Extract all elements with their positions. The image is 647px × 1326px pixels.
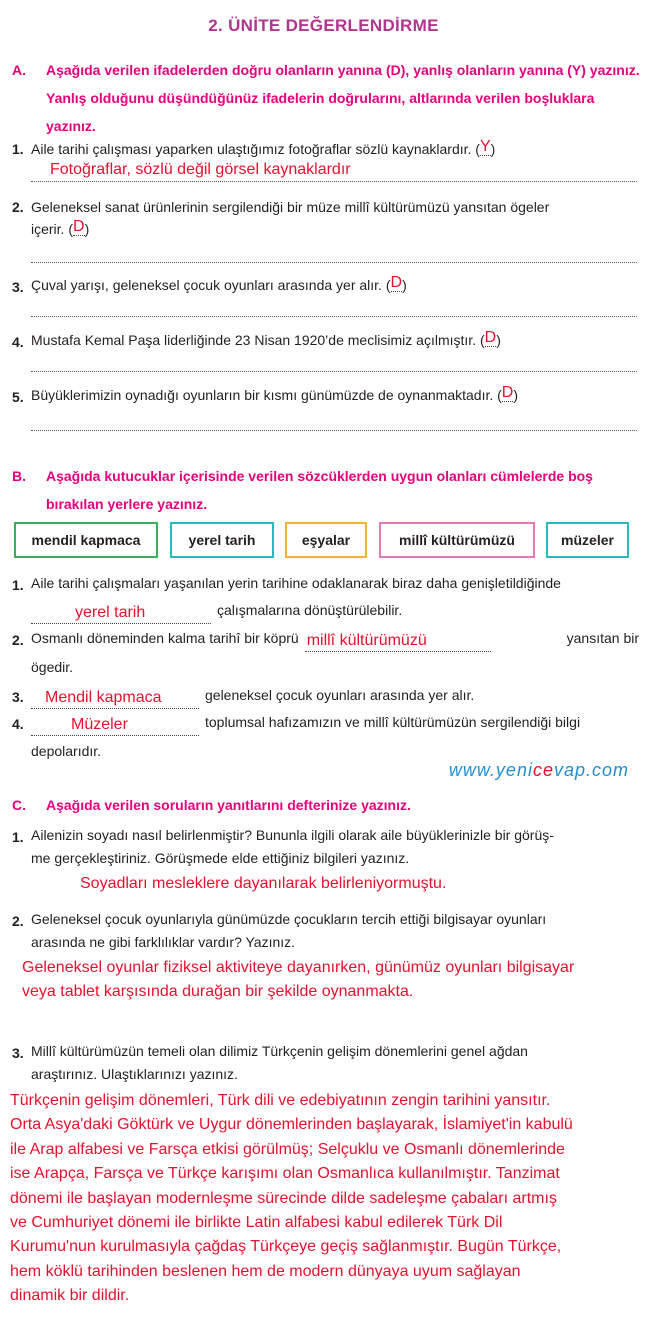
a-item-mark: D <box>73 218 85 235</box>
watermark-text: ce <box>532 760 554 780</box>
a-item-text: içerir. ( <box>31 221 73 237</box>
a-item-close: ) <box>84 221 90 237</box>
word-box: müzeler <box>546 522 629 558</box>
a-item-4 <box>31 327 501 354</box>
a-item-number: 3. <box>12 279 24 295</box>
c-item-text: me gerçekleştiriniz. Görüşmede elde ettiğiniz bilgileri yazınız. <box>31 850 410 866</box>
c-answer: Soyadları mesleklere dayanılarak belirleniyormuştu. <box>80 875 447 892</box>
a-item-number: 2. <box>12 199 24 215</box>
a-item-number: 1. <box>12 141 24 157</box>
blank-answer: millî kültürümüzü <box>306 632 427 649</box>
section-b-letter: B. <box>12 468 26 484</box>
b-item-text: ögedir. <box>31 659 74 675</box>
section-c-instruction: Aşağıda verilen soruların yanıtlarını defterinize yazınız. <box>46 797 411 813</box>
c-item-number: 3. <box>12 1045 24 1061</box>
c-item-text: Geleneksel çocuk oyunlarıyla günümüzde çocukların tercih ettiği bilgisayar oyunları <box>31 911 547 927</box>
answer-line-text: dinamik bir dildir. <box>10 1287 130 1305</box>
word-box: eşyalar <box>285 522 367 558</box>
blank-line[interactable] <box>31 690 199 709</box>
b-item-number: 2. <box>12 632 24 648</box>
page-title: 2. ÜNİTE DEĞERLENDİRME <box>208 16 439 35</box>
answer-line-text: Orta Asya'daki Göktürk ve Uygur dönemlerinden başlayarak, İslamiyet'in kabulü <box>10 1116 573 1134</box>
answer-line-text: ise Arapça, Farsça ve Türkçe karışımı olan Osmanlıca kullanılmıştır. Tanzimat <box>10 1165 560 1183</box>
c-answer-paragraph <box>10 1089 642 1309</box>
answer-line-text: Türkçenin gelişim dönemleri, Türk dili ve edebiyatının zengin tarihini yansıtır. <box>10 1092 551 1109</box>
section-a-letter: A. <box>12 62 26 78</box>
a-item-text: Aile tarihi çalışması yaparken ulaştığımız fotoğraflar sözlü kaynaklardır. ( <box>31 141 480 157</box>
answer-line-text: ve Cumhuriyet dönemi ile birlikte Latin alfabesi kabul edilerek Türk Dil <box>10 1214 503 1232</box>
a-item-number: 5. <box>12 389 24 405</box>
a-item-close: ) <box>402 277 407 293</box>
watermark-text: vap.com <box>553 760 629 780</box>
c-item-text: Ailenizin soyadı nasıl belirlenmiştir? Bununla ilgili olarak aile büyüklerinizle bir görüş- <box>31 827 554 843</box>
a-item-text: Çuval yarışı, geleneksel çocuk oyunları arasında yer alır. ( <box>31 277 391 293</box>
b-item-number: 3. <box>12 689 24 705</box>
a-item-1 <box>31 136 495 163</box>
blank-answer: Mendil kapmaca <box>45 689 162 706</box>
b-item-text: Aile tarihi çalışmaları yaşanılan yerin tarihine odaklanarak biraz daha genişletildiğinde <box>31 575 561 591</box>
b-item-text: çalışmalarına dönüştürülebilir. <box>217 602 403 618</box>
a-item-mark: D <box>390 274 403 291</box>
a-item-mark: Y <box>479 138 491 155</box>
watermark-text: www.yeni <box>448 760 533 780</box>
a-item-5 <box>31 382 518 409</box>
b-item-number: 4. <box>12 716 24 732</box>
b-item-text: depolarıdır. <box>31 743 102 759</box>
b-item-text: yansıtan bir <box>566 630 639 646</box>
b-item-4-line <box>31 709 580 736</box>
word-box: yerel tarih <box>170 522 274 558</box>
answer-line-text: hem köklü tarihinden beslenen hem de modern dünyaya uyum sağlayan <box>10 1262 521 1280</box>
section-c-letter: C. <box>12 797 26 813</box>
a-item-number: 4. <box>12 334 24 350</box>
answer-line-text: Kurumu'nun kurulmasıyla çağdaş Türkçeye geçiş sağlanmıştır. Bugün Türkçe, <box>10 1238 562 1256</box>
c-item-text: Millî kültürümüzün temeli olan dilimiz Türkçenin gelişim dönemlerini genel ağdan <box>31 1043 528 1059</box>
b-item-number: 1. <box>12 577 24 593</box>
b-item-2-line1 <box>31 625 639 652</box>
a-item-2-line2 <box>31 216 89 243</box>
c-item-number: 2. <box>12 913 24 929</box>
answer-line[interactable] <box>31 262 637 263</box>
answer-line-text: ile Arap alfabesi ve Farsça etkisi görülmüş; Selçuklu ve Osmanlı dönemlerinde <box>10 1140 565 1158</box>
a-item-text: Geleneksel sanat ürünlerinin sergilendiği bir müze millî kültürümüzü yansıtan ögeler <box>31 199 550 215</box>
answer-line[interactable] <box>31 316 637 317</box>
answer-line-text: dönemi ile başlayan modernleşme sürecinde dilde sadeleşme çabaları artmış <box>10 1189 557 1207</box>
answer-line[interactable] <box>31 430 637 431</box>
c-item-text: arasında ne gibi farklılıklar vardır? Yazınız. <box>31 934 296 950</box>
section-b-instruction: Aşağıda kutucuklar içerisinde verilen sözcüklerden uygun olanları cümlelerde boş bırakılan yerlere yazınız. <box>46 468 593 512</box>
a-item-correction: Fotoğraflar, sözlü değil görsel kaynaklardır <box>50 161 351 178</box>
c-item-text: araştırınız. Ulaştıklarınızı yazınız. <box>31 1066 238 1082</box>
c-answer: Geleneksel oyunlar fiziksel aktiviteye dayanırken, günümüz oyunları bilgisayar <box>22 959 575 976</box>
blank-line[interactable] <box>31 605 211 624</box>
blank-answer: yerel tarih <box>75 604 146 621</box>
a-item-mark: D <box>501 384 514 401</box>
c-answer: veya tablet karşısında durağan bir şekilde oynanmakta. <box>22 983 414 1000</box>
blank-line[interactable] <box>305 633 491 652</box>
a-item-mark: D <box>484 329 497 346</box>
a-item-close: ) <box>490 141 496 157</box>
a-item-3 <box>31 272 407 299</box>
b-item-3-line <box>31 682 474 709</box>
a-item-close: ) <box>496 332 501 348</box>
answer-line[interactable] <box>31 371 637 372</box>
word-box: mendil kapmaca <box>14 522 158 558</box>
b-item-text: geleneksel çocuk oyunları arasında yer alır. <box>205 687 475 703</box>
watermark <box>449 760 629 781</box>
blank-line[interactable] <box>31 717 199 736</box>
a-item-text: Mustafa Kemal Paşa liderliğinde 23 Nisan 1920’de meclisimiz açılmıştır. ( <box>31 332 485 348</box>
answer-line[interactable] <box>31 181 637 182</box>
blank-answer: Müzeler <box>71 716 128 733</box>
b-item-1-line2 <box>31 597 402 624</box>
b-item-text: toplumsal hafızamızın ve millî kültürümüzün sergilendiği bilgi <box>205 714 581 730</box>
a-item-close: ) <box>513 387 519 403</box>
c-item-number: 1. <box>12 829 24 845</box>
section-a-instruction: Aşağıda verilen ifadelerden doğru olanların yanına (D), yanlış olanların yanına (Y) yazınız. Yanlış olduğunu düşündüğünüz ifadelerin doğrularını, altlarında verilen boşluklara yazınız. <box>46 62 640 134</box>
b-item-text: Osmanlı döneminden kalma tarihî bir köprü <box>31 630 299 646</box>
word-box: millî kültürümüzü <box>379 522 535 558</box>
a-item-text: Büyüklerimizin oynadığı oyunların bir kısmı günümüzde de oynanmaktadır. ( <box>31 387 502 403</box>
